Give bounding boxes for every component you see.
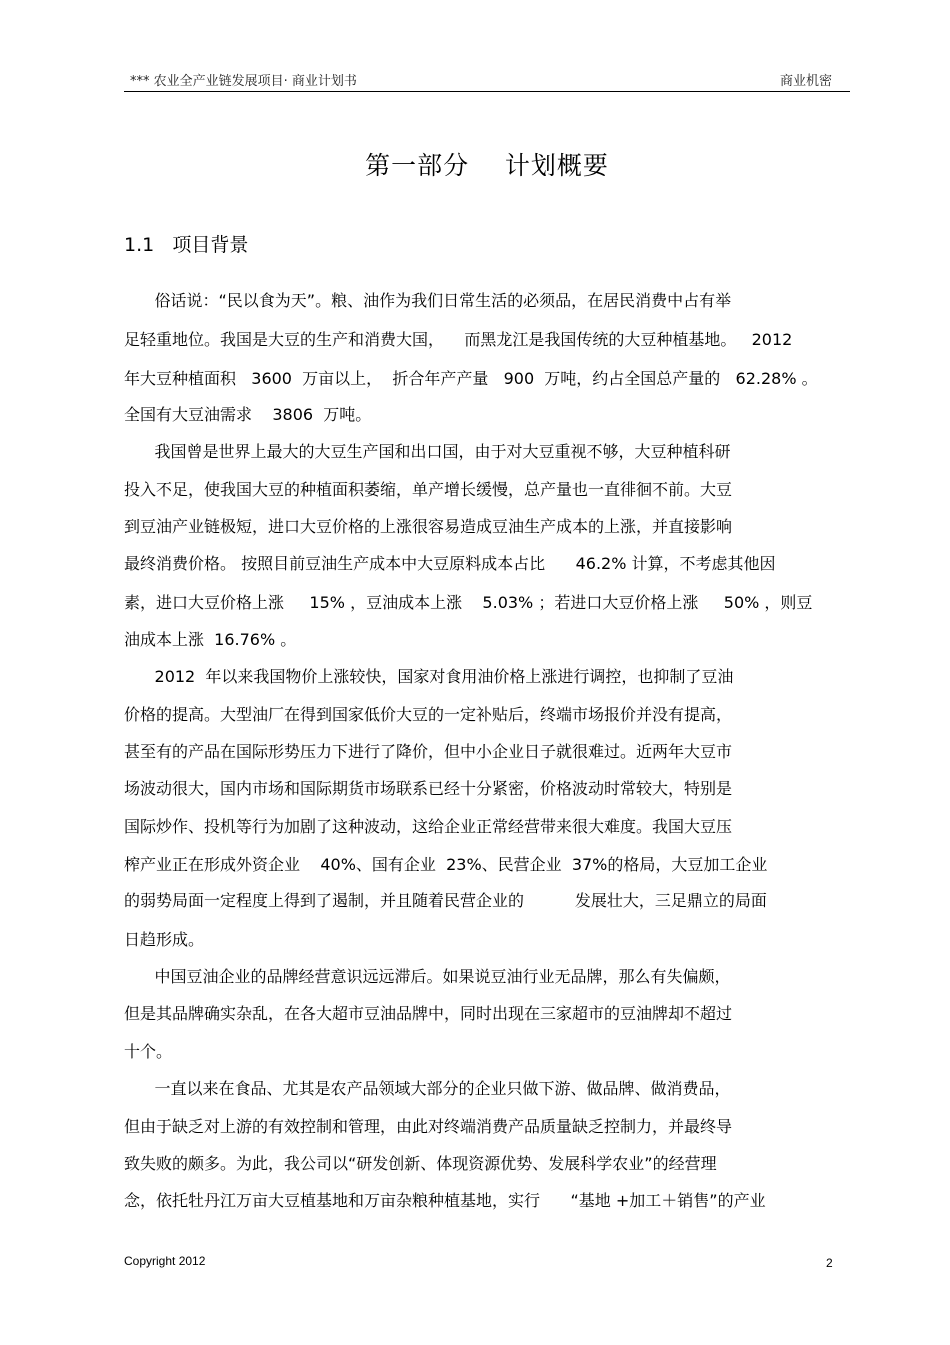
body-line: 油成本上涨 16.76% 。 (124, 630, 297, 649)
body-line: 全国有大豆油需求 3806 万吨。 (124, 405, 372, 424)
body-line: 场波动很大，国内市场和国际期货市场联系已经十分紧密，价格波动时常较大，特别是 (124, 779, 733, 798)
section-heading: 1.1 项目背景 (124, 234, 249, 256)
body-line: 投入不足，使我国大豆的种植面积萎缩，单产增长缓慢，总产量也一直徘徊不前。大豆 (124, 480, 733, 499)
body-line: 日趋形成。 (124, 930, 205, 949)
body-line: 的弱势局面一定程度上得到了遏制，并且随着民营企业的 发展壮大，三足鼎立的局面 (124, 891, 767, 910)
part-title: 第一部分 计划概要 (365, 151, 609, 180)
body-line: 国际炒作、投机等行为加剧了这种波动，这给企业正常经营带来很大难度。我国大豆压 (124, 817, 733, 836)
body-line: 中国豆油企业的品牌经营意识远远滞后。如果说豆油行业无品牌，那么有失偏颇， (124, 967, 731, 986)
footer-page-number: 2 (826, 1256, 833, 1270)
footer-copyright: Copyright 2012 (124, 1254, 206, 1268)
header-document-title: *** 农业全产业链发展项目· 商业计划书 (130, 74, 357, 89)
header-divider (124, 91, 850, 92)
body-line: 俗话说：“民以食为天”。粮、油作为我们日常生活的必须品，在居民消费中占有举 (124, 291, 732, 310)
body-line: 2012 年以来我国物价上涨较快，国家对食用油价格上涨进行调控，也抑制了豆油 (124, 667, 734, 686)
body-line: 榨产业正在形成外资企业 40%、国有企业 23%、民营企业 37%的格局，大豆加工企业 (124, 855, 768, 874)
body-line: 足轻重地位。我国是大豆的生产和消费大国， 而黑龙江是我国传统的大豆种植基地。 2012 (124, 330, 793, 349)
body-line: 但由于缺乏对上游的有效控制和管理，由此对终端消费产品质量缺乏控制力，并最终导 (124, 1117, 733, 1136)
header-confidential-label: 商业机密 (779, 74, 832, 89)
page-header (124, 68, 850, 90)
body-line: 我国曾是世界上最大的大豆生产国和出口国，由于对大豆重视不够，大豆种植科研 (124, 442, 731, 461)
body-line: 价格的提高。大型油厂在得到国家低价大豆的一定补贴后，终端市场报价并没有提高， (124, 705, 733, 724)
body-line: 最终消费价格。 按照目前豆油生产成本中大豆原料成本占比 46.2% 计算，不考虑其他因 (124, 554, 776, 573)
body-line: 致失败的颇多。为此，我公司以“研发创新、体现资源优势、发展科学农业”的经营理 (124, 1154, 717, 1173)
body-line: 但是其品牌确实杂乱，在各大超市豆油品牌中，同时出现在三家超市的豆油牌却不超过 (124, 1004, 733, 1023)
body-line: 念，依托牡丹江万亩大豆植基地和万亩杂粮种植基地，实行 “基地 +加工＋销售”的产业 (124, 1191, 766, 1210)
body-line: 素，进口大豆价格上涨 15% ，豆油成本上涨 5.03% ；若进口大豆价格上涨 50% ，则豆 (124, 593, 813, 612)
body-line: 十个。 (124, 1042, 173, 1061)
body-line: 年大豆种植面积 3600 万亩以上， 折合年产产量 900 万吨，约占全国总产量的 62.28% 。 (124, 369, 818, 388)
body-line: 到豆油产业链极短，进口大豆价格的上涨很容易造成豆油生产成本的上涨，并直接影响 (124, 517, 733, 536)
body-line: 甚至有的产品在国际形势压力下进行了降价，但中小企业日子就很难过。近两年大豆市 (124, 742, 733, 761)
body-line: 一直以来在食品、尤其是农产品领域大部分的企业只做下游、做品牌、做消费品， (124, 1079, 731, 1098)
